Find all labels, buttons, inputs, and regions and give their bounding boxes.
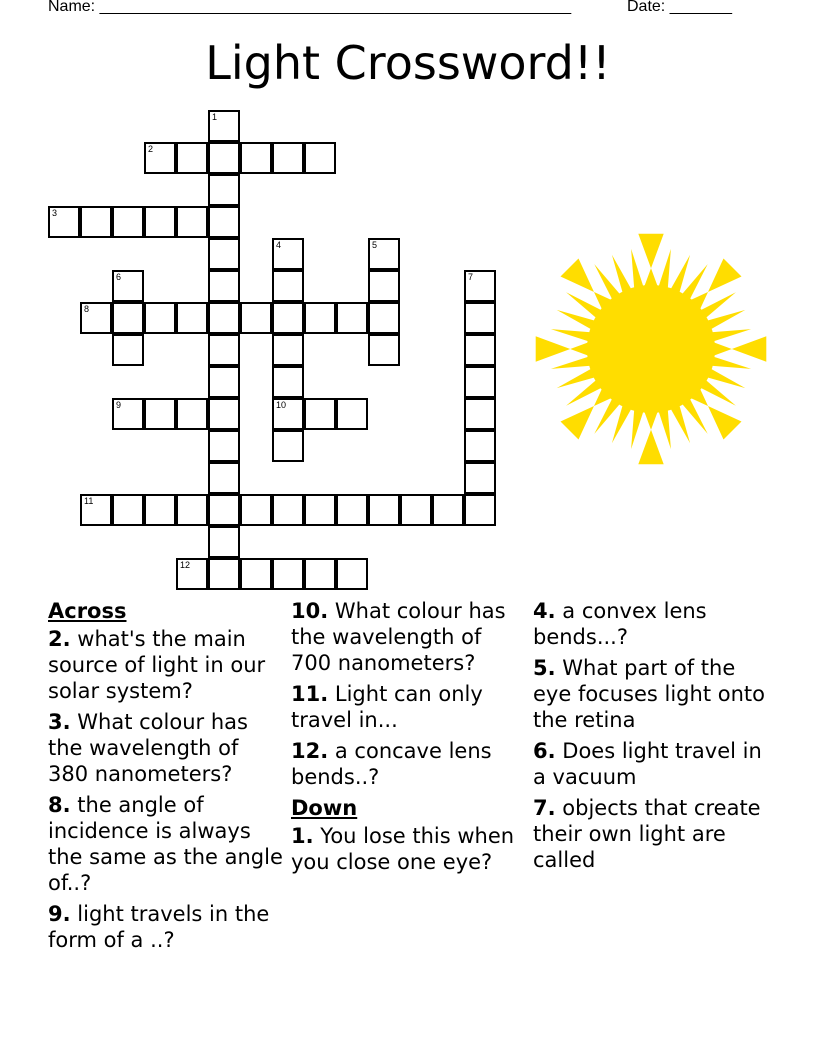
crossword-cell[interactable] — [464, 270, 496, 302]
crossword-cell[interactable] — [400, 494, 432, 526]
crossword-cell[interactable] — [336, 398, 368, 430]
crossword-cell[interactable] — [304, 494, 336, 526]
crossword-cell[interactable] — [240, 494, 272, 526]
crossword-cell[interactable] — [208, 270, 240, 302]
down-heading: Down — [291, 796, 358, 820]
crossword-cell[interactable] — [304, 398, 336, 430]
crossword-cell[interactable] — [176, 142, 208, 174]
crossword-cell[interactable] — [144, 398, 176, 430]
clue-across-3: 3. What colour has the wavelength of 380 nanometers? — [48, 710, 248, 786]
crossword-cell[interactable] — [272, 398, 304, 430]
cell-number: 9 — [116, 400, 122, 410]
cell-number: 5 — [372, 240, 378, 250]
crossword-cell[interactable] — [240, 302, 272, 334]
clue-down-7: 7. objects that create their own light are called — [533, 796, 761, 872]
crossword-cell[interactable] — [464, 302, 496, 334]
cell-number: 8 — [84, 304, 90, 314]
crossword-cell[interactable] — [336, 302, 368, 334]
crossword-cell[interactable] — [272, 270, 304, 302]
crossword-cell[interactable] — [208, 334, 240, 366]
clue-down-5: 5. What part of the eye focuses light onto the retina — [533, 656, 765, 732]
crossword-cell[interactable] — [272, 302, 304, 334]
crossword-cell[interactable] — [112, 398, 144, 430]
crossword-cell[interactable] — [368, 334, 400, 366]
crossword-cell[interactable] — [464, 398, 496, 430]
crossword-cell[interactable] — [48, 206, 80, 238]
crossword-cell[interactable] — [272, 142, 304, 174]
cell-number: 2 — [148, 144, 154, 154]
crossword-cell[interactable] — [208, 206, 240, 238]
cell-number: 11 — [84, 496, 94, 506]
crossword-cell[interactable] — [208, 430, 240, 462]
crossword-cell[interactable] — [464, 430, 496, 462]
crossword-cell[interactable] — [208, 526, 240, 558]
clues-column-2 — [291, 598, 527, 880]
crossword-cell[interactable] — [272, 558, 304, 590]
cell-number: 3 — [52, 208, 58, 218]
crossword-cell[interactable] — [208, 174, 240, 206]
crossword-cell[interactable] — [176, 302, 208, 334]
clue-down-6: 6. Does light travel in a vacuum — [533, 739, 762, 789]
cell-number: 1 — [212, 112, 218, 122]
crossword-cell[interactable] — [144, 494, 176, 526]
crossword-cell[interactable] — [112, 206, 144, 238]
crossword-cell[interactable] — [368, 494, 400, 526]
crossword-cell[interactable] — [272, 494, 304, 526]
clues-column-3 — [533, 598, 769, 878]
cell-number: 6 — [116, 272, 122, 282]
crossword-cell[interactable] — [304, 142, 336, 174]
cell-number: 10 — [276, 400, 287, 410]
crossword-cell[interactable] — [176, 398, 208, 430]
cell-number: 4 — [276, 240, 282, 250]
crossword-cell[interactable] — [144, 302, 176, 334]
clues-column-1 — [48, 598, 284, 958]
crossword-cell[interactable] — [208, 302, 240, 334]
crossword-cell[interactable] — [336, 494, 368, 526]
crossword-cell[interactable] — [208, 110, 240, 142]
crossword-cell[interactable] — [464, 334, 496, 366]
clue-down-4: 4. a convex lens bends...? — [533, 599, 707, 649]
crossword-cell[interactable] — [240, 558, 272, 590]
crossword-cell[interactable] — [272, 238, 304, 270]
page-title: Light Crossword!! — [205, 36, 611, 90]
crossword-cell[interactable] — [464, 366, 496, 398]
crossword-cell[interactable] — [304, 558, 336, 590]
crossword-cell[interactable] — [208, 462, 240, 494]
crossword-cell[interactable] — [80, 206, 112, 238]
crossword-cell[interactable] — [112, 334, 144, 366]
crossword-cell[interactable] — [112, 494, 144, 526]
sun-disc — [587, 285, 715, 413]
crossword-cell[interactable] — [80, 302, 112, 334]
crossword-cell[interactable] — [176, 206, 208, 238]
crossword-cell[interactable] — [176, 558, 208, 590]
crossword-cell[interactable] — [112, 302, 144, 334]
crossword-cell[interactable] — [208, 494, 240, 526]
crossword-cell[interactable] — [336, 558, 368, 590]
crossword-cell[interactable] — [176, 494, 208, 526]
across-heading: Across — [48, 599, 127, 623]
crossword-cell[interactable] — [272, 430, 304, 462]
crossword-cell[interactable] — [240, 142, 272, 174]
clue-across-11: 11. Light can only travel in... — [291, 682, 483, 732]
clue-across-12: 12. a concave lens bends..? — [291, 739, 492, 789]
crossword-cell[interactable] — [208, 558, 240, 590]
crossword-cell[interactable] — [368, 238, 400, 270]
clue-across-8: 8. the angle of incidence is always the same as the angle of..? — [48, 793, 283, 895]
clue-across-10: 10. What colour has the wavelength of 700 nanometers? — [291, 599, 506, 675]
crossword-cell[interactable] — [272, 366, 304, 398]
crossword-cell[interactable] — [368, 302, 400, 334]
crossword-cell[interactable] — [208, 366, 240, 398]
crossword-cell[interactable] — [208, 142, 240, 174]
clue-across-2: 2. what's the main source of light in our solar system? — [48, 627, 266, 703]
clue-down-1: 1. You lose this when you close one eye? — [291, 824, 515, 874]
crossword-cell[interactable] — [80, 494, 112, 526]
crossword-cell[interactable] — [144, 206, 176, 238]
crossword-cell[interactable] — [464, 494, 496, 526]
date-field-label: Date: _______ — [627, 0, 732, 15]
cell-number: 7 — [468, 272, 474, 282]
crossword-cell[interactable] — [144, 142, 176, 174]
crossword-cell[interactable] — [112, 270, 144, 302]
crossword-cell[interactable] — [208, 238, 240, 270]
crossword-cell[interactable] — [464, 462, 496, 494]
crossword-cell[interactable] — [208, 398, 240, 430]
name-field-label: Name: _____________________________________________________ — [48, 0, 572, 15]
crossword-cell[interactable] — [272, 334, 304, 366]
sun-icon — [533, 231, 769, 467]
crossword-cell[interactable] — [368, 270, 400, 302]
clue-across-9: 9. light travels in the form of a ..? — [48, 902, 270, 952]
crossword-cell[interactable] — [432, 494, 464, 526]
crossword-cell[interactable] — [304, 302, 336, 334]
cell-number: 12 — [180, 560, 191, 570]
